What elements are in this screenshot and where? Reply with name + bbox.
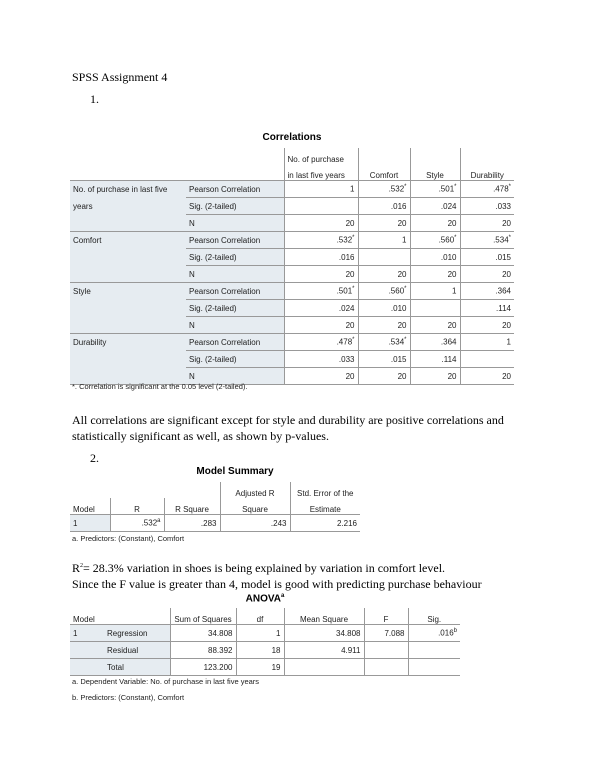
corr-value: 20 [447, 320, 457, 330]
anova-model: 1 [70, 625, 104, 642]
ms-header-adj-line2: Square [220, 498, 290, 515]
anova-ss: 123.200 [170, 659, 236, 676]
corr-col-comfort: Comfort [358, 164, 410, 181]
corr-row [70, 232, 514, 249]
anova-header-ss: Sum of Squares [170, 608, 236, 625]
corr-cell [410, 198, 460, 215]
anova-row [70, 642, 460, 659]
anova-header-model: Model [70, 608, 170, 625]
corr-cell [460, 266, 514, 283]
corr-row [70, 334, 514, 351]
corr-value: .532 [388, 184, 405, 194]
corr-value: 1 [402, 235, 407, 245]
corr-row [70, 249, 514, 266]
anova-df: 18 [236, 642, 284, 659]
correlations-table [70, 148, 514, 385]
corr-var-name: Style [70, 283, 186, 300]
corr-col-purchase-line1: No. of purchase [284, 148, 358, 164]
corr-value: .010 [440, 252, 457, 262]
corr-value: .478 [336, 337, 353, 347]
anova-f [364, 642, 408, 659]
corr-cell [358, 317, 410, 334]
interpretation-line-1: All correlations are significant except for style and durability are positive correlations and [72, 413, 504, 427]
ms-std-error: 2.216 [290, 515, 360, 532]
anova-header-sig: Sig. [408, 608, 460, 625]
correlations-title: Correlations [262, 132, 322, 143]
corr-cell [410, 249, 460, 266]
corr-row [70, 266, 514, 283]
corr-cell [410, 351, 460, 368]
anova-header-ms: Mean Square [284, 608, 364, 625]
corr-row [70, 351, 514, 368]
corr-value: .501 [336, 286, 353, 296]
corr-value: .114 [496, 303, 511, 313]
corr-value: 20 [345, 218, 355, 228]
corr-cell [358, 181, 410, 198]
corr-significance-star: * [404, 184, 407, 191]
corr-cell [460, 368, 514, 385]
ms-header-r: R [110, 498, 164, 515]
anova-header-f: F [364, 608, 408, 625]
corr-cell [460, 232, 514, 249]
corr-significance-star: * [508, 184, 511, 191]
corr-value: 1 [506, 337, 511, 347]
corr-cell [284, 351, 358, 368]
corr-value: 20 [345, 269, 355, 279]
corr-var-name: Durability [70, 334, 186, 351]
corr-value: 20 [447, 371, 457, 381]
r2-statement [72, 561, 445, 576]
corr-cell [358, 300, 410, 317]
corr-cell [284, 368, 358, 385]
corr-cell [284, 181, 358, 198]
anova-ms: 34.808 [284, 625, 364, 642]
anova-ss: 34.808 [170, 625, 236, 642]
anova-ss: 88.392 [170, 642, 236, 659]
corr-value: 20 [502, 218, 511, 228]
corr-value: 20 [397, 371, 407, 381]
anova-row-label: Residual [104, 642, 170, 659]
corr-value: 20 [502, 269, 511, 279]
ms-header-model: Model [70, 498, 110, 515]
doc-title: SPSS Assignment 4 [72, 70, 168, 84]
anova-sig-sup: b [453, 628, 457, 635]
corr-significance-star: * [508, 235, 511, 242]
corr-cell [460, 351, 514, 368]
corr-cell [358, 198, 410, 215]
corr-stat-label: Pearson Correlation [186, 232, 284, 249]
corr-significance-star: * [352, 286, 355, 293]
corr-var-name: No. of purchase in last five [70, 181, 186, 198]
anova-f [364, 659, 408, 676]
corr-value: 20 [345, 320, 355, 330]
interpretation-line-2: statistically significant as well, as shown by p-values. [72, 429, 329, 443]
corr-row [70, 317, 514, 334]
model-summary-footnote: a. Predictors: (Constant), Comfort [72, 534, 185, 543]
corr-value: 1 [350, 184, 355, 194]
corr-stat-label: N [186, 317, 284, 334]
corr-stat-label: Pearson Correlation [186, 283, 284, 300]
corr-value: .534 [388, 337, 405, 347]
corr-cell [410, 181, 460, 198]
corr-var-name: years [70, 198, 186, 215]
corr-value: .364 [440, 337, 457, 347]
corr-cell [358, 351, 410, 368]
f-statement: Since the F value is greater than 4, model is good with predicting purchase behaviour [72, 577, 482, 591]
corr-value: 20 [397, 269, 407, 279]
corr-cell [284, 215, 358, 232]
corr-value: .016 [390, 201, 407, 211]
corr-cell [284, 283, 358, 300]
anova-table [70, 608, 460, 676]
corr-var-name: Comfort [70, 232, 186, 249]
anova-sig-cell [408, 642, 460, 659]
corr-value: 20 [397, 320, 407, 330]
anova-title-sup: a [281, 593, 285, 599]
corr-stat-label: Sig. (2-tailed) [186, 249, 284, 266]
corr-significance-star: * [404, 286, 407, 293]
corr-stat-label: N [186, 266, 284, 283]
anova-sig-cell [408, 659, 460, 676]
corr-cell [410, 215, 460, 232]
corr-value: .033 [495, 201, 511, 211]
corr-value: .024 [440, 201, 457, 211]
anova-model [70, 659, 104, 676]
corr-value: .015 [390, 354, 407, 364]
corr-value: .560 [388, 286, 405, 296]
ms-header-r-square: R Square [164, 498, 220, 515]
corr-cell [460, 249, 514, 266]
correlations-footnote: *. Correlation is significant at the 0.05 level (2-tailed). [72, 382, 248, 391]
corr-value: .478 [493, 184, 509, 194]
corr-value: .534 [493, 235, 509, 245]
corr-value: .114 [441, 354, 457, 364]
corr-cell [284, 232, 358, 249]
corr-col-style: Style [410, 164, 460, 181]
corr-value: .016 [338, 252, 355, 262]
corr-cell [460, 283, 514, 300]
corr-cell [410, 334, 460, 351]
corr-stat-label: N [186, 215, 284, 232]
corr-significance-star: * [404, 337, 407, 344]
corr-value: 20 [345, 371, 355, 381]
corr-value: 20 [447, 269, 457, 279]
corr-cell [284, 317, 358, 334]
corr-cell [410, 368, 460, 385]
corr-stat-label: Pearson Correlation [186, 181, 284, 198]
ms-r-square: .283 [164, 515, 220, 532]
anova-ms [284, 659, 364, 676]
corr-var-name [70, 317, 186, 334]
corr-significance-star: * [454, 184, 457, 191]
anova-footnote-a: a. Dependent Variable: No. of purchase in last five years [72, 677, 260, 686]
r2-prefix: R [72, 561, 81, 575]
corr-cell [358, 266, 410, 283]
anova-sig-cell [408, 625, 460, 642]
anova-model [70, 642, 104, 659]
model-summary-title: Model Summary [196, 466, 274, 477]
corr-var-name [70, 300, 186, 317]
corr-value: 20 [397, 218, 407, 228]
corr-stat-label: N [186, 368, 284, 385]
corr-value: .033 [338, 354, 355, 364]
corr-cell [410, 317, 460, 334]
corr-var-name [70, 249, 186, 266]
ms-r: .532 [141, 518, 158, 528]
corr-cell [410, 266, 460, 283]
anova-sig: .016 [438, 628, 454, 638]
ms-header-std-line1: Std. Error of the [290, 482, 360, 498]
anova-ms: 4.911 [284, 642, 364, 659]
anova-row [70, 625, 460, 642]
corr-cell [460, 181, 514, 198]
corr-cell [358, 368, 410, 385]
corr-cell [358, 215, 410, 232]
corr-cell [460, 198, 514, 215]
ms-header-std-line2: Estimate [290, 498, 360, 515]
corr-row [70, 181, 514, 198]
corr-stat-label: Sig. (2-tailed) [186, 300, 284, 317]
ms-model: 1 [70, 515, 110, 532]
corr-value: 20 [502, 320, 511, 330]
corr-value: .015 [495, 252, 511, 262]
corr-value: .560 [438, 235, 455, 245]
corr-col-durability: Durability [460, 164, 514, 181]
corr-cell [284, 198, 358, 215]
corr-stat-label: Sig. (2-tailed) [186, 351, 284, 368]
corr-significance-star: * [352, 337, 355, 344]
corr-value: .532 [336, 235, 353, 245]
corr-value: 20 [447, 218, 457, 228]
ms-r-sup: a [157, 518, 161, 525]
anova-f: 7.088 [364, 625, 408, 642]
corr-cell [460, 300, 514, 317]
anova-footnote-b: b. Predictors: (Constant), Comfort [72, 693, 185, 702]
corr-value: .501 [438, 184, 455, 194]
r2-sup: 2 [80, 563, 84, 569]
corr-value: 20 [502, 371, 511, 381]
corr-cell [460, 215, 514, 232]
question-2-number: 2. [90, 451, 99, 465]
corr-cell [284, 300, 358, 317]
corr-stat-label: Pearson Correlation [186, 334, 284, 351]
corr-significance-star: * [454, 235, 457, 242]
corr-value: .010 [390, 303, 407, 313]
corr-cell [284, 266, 358, 283]
anova-row-label: Total [104, 659, 170, 676]
ms-row-1 [70, 515, 360, 532]
corr-cell [410, 232, 460, 249]
corr-row [70, 283, 514, 300]
corr-var-name [70, 215, 186, 232]
anova-row [70, 659, 460, 676]
ms-header-adj-line1: Adjusted R [220, 482, 290, 498]
anova-df: 1 [236, 625, 284, 642]
corr-cell [284, 334, 358, 351]
corr-value: 1 [452, 286, 457, 296]
corr-cell [460, 334, 514, 351]
corr-cell [358, 283, 410, 300]
corr-col-purchase-line2: in last five years [284, 164, 358, 181]
anova-title: ANOVA$^a$ [245, 593, 285, 605]
corr-var-name [70, 266, 186, 283]
anova-df: 19 [236, 659, 284, 676]
anova-row-label: Regression [104, 625, 170, 642]
corr-value: .364 [495, 286, 511, 296]
corr-cell [410, 283, 460, 300]
corr-cell [358, 334, 410, 351]
corr-cell [284, 249, 358, 266]
question-1-number: 1. [90, 92, 99, 106]
corr-significance-star: * [352, 235, 355, 242]
corr-cell [358, 249, 410, 266]
corr-cell [358, 232, 410, 249]
corr-cell [410, 300, 460, 317]
corr-row [70, 300, 514, 317]
corr-var-name [70, 351, 186, 368]
anova-header-df: df [236, 608, 284, 625]
model-summary-table [70, 482, 360, 532]
corr-value: .024 [338, 303, 355, 313]
corr-cell [460, 317, 514, 334]
corr-row [70, 215, 514, 232]
corr-row [70, 198, 514, 215]
ms-adj-r-square: .243 [220, 515, 290, 532]
r2-rest: = 28.3% variation in shoes is being explained by variation in comfort level. [83, 561, 446, 575]
corr-stat-label: Sig. (2-tailed) [186, 198, 284, 215]
